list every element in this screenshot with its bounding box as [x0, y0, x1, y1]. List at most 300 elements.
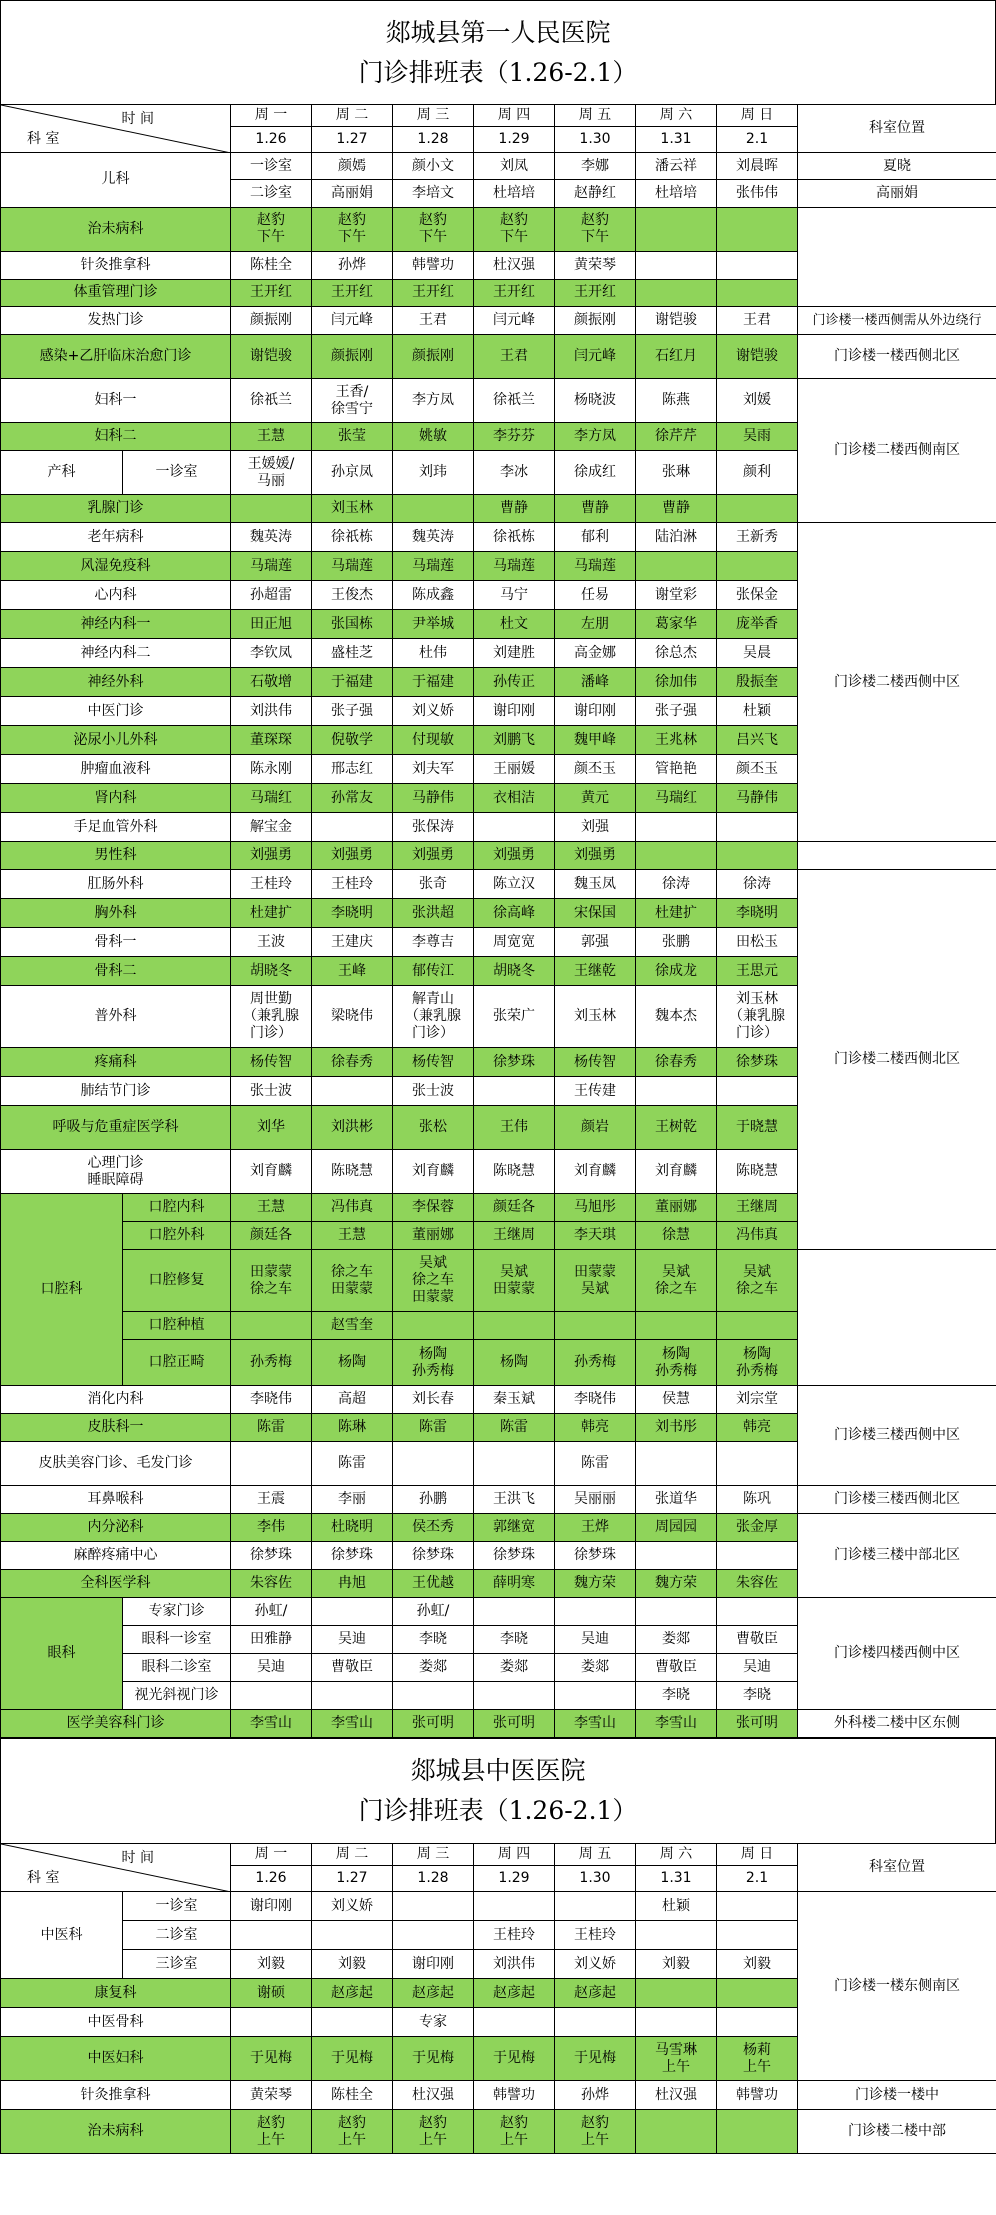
empty-cell [717, 252, 798, 279]
schedule-cell: 徐梦珠 [231, 1542, 312, 1570]
schedule-cell: 张鹏 [636, 928, 717, 957]
schedule-cell: 杨传智 [393, 1048, 474, 1077]
dept-name-cell: 普外科 [1, 986, 231, 1048]
empty-cell [717, 2008, 798, 2037]
schedule-cell: 李雪山 [636, 1710, 717, 1738]
schedule-cell: 左朋 [555, 610, 636, 639]
schedule-cell: 梁晓伟 [312, 986, 393, 1048]
empty-cell [636, 1921, 717, 1950]
schedule-cell: 陈成鑫 [393, 581, 474, 610]
schedule-cell: 王继乾 [555, 957, 636, 986]
empty-cell [231, 1921, 312, 1950]
schedule-cell: 魏甲峰 [555, 726, 636, 755]
dept-name-cell: 康复科 [1, 1979, 231, 2008]
schedule-cell: 魏英涛 [393, 523, 474, 552]
empty-cell [474, 1312, 555, 1340]
date-header: 1.29 [474, 1866, 555, 1892]
schedule-cell: 韩亮 [555, 1414, 636, 1442]
dept-name-cell: 骨科二 [1, 957, 231, 986]
schedule-cell: 郁传江 [393, 957, 474, 986]
empty-cell [636, 552, 717, 581]
day-header: 周 三 [393, 105, 474, 127]
schedule-cell: 冯伟真 [717, 1222, 798, 1250]
location-cell: 外科楼二楼中区东侧 [798, 1710, 996, 1738]
empty-cell [393, 1682, 474, 1710]
schedule-cell: 杜培培 [636, 180, 717, 207]
schedule-cell: 刘洪彬 [312, 1106, 393, 1150]
schedule-cell: 刘义娇 [393, 697, 474, 726]
schedule-cell: 吴迪 [231, 1654, 312, 1682]
dept-name-cell: 三诊室 [123, 1950, 231, 1979]
schedule-cell: 刘玉林 [555, 986, 636, 1048]
dept-label: 科 室 [27, 131, 60, 147]
schedule-cell: 王传建 [555, 1077, 636, 1106]
schedule-cell: 王开红 [312, 279, 393, 306]
schedule-cell: 王开红 [555, 279, 636, 306]
schedule-cell: 胡晓冬 [474, 957, 555, 986]
schedule-cell: 杜颖 [717, 697, 798, 726]
schedule-cell: 陈晓慧 [312, 1150, 393, 1194]
empty-cell [474, 1077, 555, 1106]
schedule-cell: 王新秀 [717, 523, 798, 552]
schedule-cell: 冯伟真 [312, 1194, 393, 1222]
schedule-cell: 孙常友 [312, 784, 393, 813]
schedule-cell: 夏晓 [798, 153, 996, 180]
schedule-cell: 衣相洁 [474, 784, 555, 813]
schedule-cell: 周世勤 （兼乳腺 门诊） [231, 986, 312, 1048]
schedule-cell: 刘强勇 [393, 842, 474, 870]
empty-cell [636, 279, 717, 306]
schedule-cell: 韩譬功 [474, 2081, 555, 2110]
empty-cell [717, 842, 798, 870]
schedule-cell: 张士波 [393, 1077, 474, 1106]
hospital-title: 郯城县中医医院 [410, 1756, 586, 1785]
schedule-cell: 刘凤 [474, 153, 555, 180]
schedule-cell: 张荣广 [474, 986, 555, 1048]
schedule-cell: 谢印刚 [474, 697, 555, 726]
empty-cell [636, 1598, 717, 1626]
header-diagonal-cell [1, 105, 231, 153]
dept-name-cell: 口腔外科 [123, 1222, 231, 1250]
day-header: 周 二 [312, 105, 393, 127]
schedule-cell: 刘晨晖 [717, 153, 798, 180]
dept-name-cell: 乳腺门诊 [1, 495, 231, 523]
dept-name-cell: 消化内科 [1, 1386, 231, 1414]
dept-name-cell: 口腔科 [1, 1194, 123, 1386]
schedule-cell: 谢铠骏 [636, 307, 717, 335]
empty-cell [717, 1442, 798, 1486]
schedule-cell: 闫元峰 [555, 335, 636, 379]
schedule-cell: 刘育麟 [636, 1150, 717, 1194]
schedule-cell: 徐总杰 [636, 639, 717, 668]
schedule-cell: 秦玉斌 [474, 1386, 555, 1414]
schedule-cell: 孙超雷 [231, 581, 312, 610]
schedule-cell: 刘书彤 [636, 1414, 717, 1442]
location-cell: 门诊楼四楼西侧中区 [798, 1598, 996, 1710]
dept-name-cell: 口腔正畸 [123, 1340, 231, 1386]
empty-cell [312, 813, 393, 842]
schedule-cell: 谢硕 [231, 1979, 312, 2008]
schedule-cell: 马瑞红 [231, 784, 312, 813]
dept-name-cell: 皮肤美容门诊、毛发门诊 [1, 1442, 231, 1486]
schedule-cell: 王烨 [555, 1514, 636, 1542]
schedule-cell: 吴雨 [717, 423, 798, 451]
dept-name-cell: 中医门诊 [1, 697, 231, 726]
schedule-cell: 徐梦珠 [312, 1542, 393, 1570]
schedule-cell: 娄郯 [555, 1654, 636, 1682]
schedule-cell: 邢志红 [312, 755, 393, 784]
date-header: 1.30 [555, 1866, 636, 1892]
schedule-cell: 王俊杰 [312, 581, 393, 610]
schedule-cell: 杜汉强 [393, 2081, 474, 2110]
schedule-cell: 尹举城 [393, 610, 474, 639]
empty-cell [636, 1312, 717, 1340]
schedule-cell: 徐成龙 [636, 957, 717, 986]
empty-cell [393, 1442, 474, 1486]
schedule-cell: 黄荣琴 [555, 252, 636, 279]
schedule-cell: 刘育麟 [231, 1150, 312, 1194]
schedule-cell: 徐慧 [636, 1222, 717, 1250]
dept-name-cell: 麻醉疼痛中心 [1, 1542, 231, 1570]
schedule-cell: 陈桂全 [231, 252, 312, 279]
schedule-cell: 李尊吉 [393, 928, 474, 957]
schedule-cell: 颜振刚 [393, 335, 474, 379]
schedule-cell: 李雪山 [231, 1710, 312, 1738]
schedule-cell: 陈雷 [231, 1414, 312, 1442]
schedule-cell: 王开红 [231, 279, 312, 306]
schedule-cell: 赵静红 [555, 180, 636, 207]
schedule-cell: 徐祇栋 [312, 523, 393, 552]
schedule-cell: 张国栋 [312, 610, 393, 639]
dept-name-cell: 神经内科二 [1, 639, 231, 668]
schedule-cell: 徐祇兰 [474, 379, 555, 423]
schedule-cell: 宋保国 [555, 899, 636, 928]
schedule-cell: 吴晨 [717, 639, 798, 668]
dept-name-cell: 感染+乙肝临床治愈门诊 [1, 335, 231, 379]
dept-name-cell: 眼科二诊室 [123, 1654, 231, 1682]
schedule-cell: 徐高峰 [474, 899, 555, 928]
empty-cell [474, 1682, 555, 1710]
schedule-cell: 刘媛 [717, 379, 798, 423]
empty-cell [231, 495, 312, 523]
schedule-cell: 杨陶 孙秀梅 [717, 1340, 798, 1386]
schedule-cell: 王继周 [474, 1222, 555, 1250]
dept-label: 科 室 [27, 1870, 60, 1886]
schedule-cell: 马瑞莲 [393, 552, 474, 581]
schedule-cell: 赵豹 上午 [312, 2110, 393, 2154]
schedule-cell: 庞举香 [717, 610, 798, 639]
schedule-cell: 王媛媛/ 马丽 [231, 451, 312, 495]
dept-name-cell: 手足血管外科 [1, 813, 231, 842]
schedule-cell: 赵豹 下午 [393, 207, 474, 252]
empty-cell [474, 1598, 555, 1626]
day-header: 周 日 [717, 105, 798, 127]
schedule-cell: 刘夫军 [393, 755, 474, 784]
schedule-cell: 魏玉凤 [555, 870, 636, 899]
empty-cell [636, 252, 717, 279]
schedule-cell: 马瑞莲 [555, 552, 636, 581]
schedule-cell: 刘强勇 [312, 842, 393, 870]
schedule-cell: 陈雷 [393, 1414, 474, 1442]
schedule-cell: 朱容佐 [717, 1570, 798, 1598]
schedule-table-2 [0, 1843, 996, 2154]
schedule-cell: 杨传智 [231, 1048, 312, 1077]
schedule-cell: 杜晓明 [312, 1514, 393, 1542]
schedule-cell: 娄郯 [474, 1654, 555, 1682]
time-label: 时 间 [121, 1850, 154, 1866]
schedule-cell: 黄元 [555, 784, 636, 813]
schedule-cell: 刘华 [231, 1106, 312, 1150]
empty-cell [555, 1682, 636, 1710]
schedule-cell: 杨莉 上午 [717, 2037, 798, 2081]
empty-cell [717, 1892, 798, 1921]
schedule-cell: 王香/ 徐雪宁 [312, 379, 393, 423]
dept-name-cell: 骨科一 [1, 928, 231, 957]
dept-name-cell: 耳鼻喉科 [1, 1486, 231, 1514]
schedule-cell: 陈雷 [312, 1442, 393, 1486]
schedule-cell: 谢堂彩 [636, 581, 717, 610]
schedule-cell: 刘育麟 [555, 1150, 636, 1194]
dept-name-cell: 儿科 [1, 153, 231, 208]
schedule-cell: 王慧 [312, 1222, 393, 1250]
empty-cell [555, 1892, 636, 1921]
schedule-cell: 郁利 [555, 523, 636, 552]
day-header: 周 二 [312, 1844, 393, 1866]
empty-cell [636, 813, 717, 842]
schedule-cell: 一诊室 [123, 1892, 231, 1921]
schedule-cell: 王优越 [393, 1570, 474, 1598]
header-hospital-2 [0, 1738, 996, 1843]
schedule-cell: 张莹 [312, 423, 393, 451]
schedule-cell: 陈巩 [717, 1486, 798, 1514]
schedule-cell: 吴斌 田蒙蒙 [474, 1250, 555, 1312]
schedule-cell: 李娜 [555, 153, 636, 180]
empty-cell [717, 813, 798, 842]
schedule-cell: 张伟伟 [717, 180, 798, 207]
schedule-cell: 孙鹏 [393, 1486, 474, 1514]
schedule-cell: 冉旭 [312, 1570, 393, 1598]
location-cell: 门诊楼二楼西侧中区 [798, 523, 996, 842]
schedule-cell: 王峰 [312, 957, 393, 986]
empty-cell [312, 1077, 393, 1106]
schedule-cell: 付现敏 [393, 726, 474, 755]
day-header: 周 一 [231, 105, 312, 127]
schedule-cell: 徐梦珠 [555, 1542, 636, 1570]
schedule-cell: 孙京凤 [312, 451, 393, 495]
schedule-cell: 于晓慧 [717, 1106, 798, 1150]
schedule-cell: 刘毅 [717, 1950, 798, 1979]
schedule-cell: 于见梅 [231, 2037, 312, 2081]
dept-name-cell: 内分泌科 [1, 1514, 231, 1542]
schedule-cell: 韩亮 [717, 1414, 798, 1442]
schedule-cell: 张可明 [474, 1710, 555, 1738]
schedule-cell: 孙传正 [474, 668, 555, 697]
schedule-cell: 王君 [717, 307, 798, 335]
schedule-cell: 解青山 （兼乳腺 门诊） [393, 986, 474, 1048]
schedule-cell: 刘强勇 [231, 842, 312, 870]
day-header: 周 日 [717, 1844, 798, 1866]
schedule-cell: 赵豹 上午 [231, 2110, 312, 2154]
schedule-cell: 王震 [231, 1486, 312, 1514]
schedule-cell: 杨陶 [474, 1340, 555, 1386]
schedule-cell: 口腔内科 [123, 1194, 231, 1222]
dept-name-cell: 肿瘤血液科 [1, 755, 231, 784]
schedule-cell: 专家门诊 [123, 1598, 231, 1626]
empty-cell [636, 207, 717, 252]
schedule-cell: 徐梦珠 [474, 1048, 555, 1077]
dept-name-cell: 口腔修复 [123, 1250, 231, 1312]
schedule-cell: 杨陶 [312, 1340, 393, 1386]
schedule-cell: 陈晓慧 [717, 1150, 798, 1194]
schedule-cell: 李晓伟 [231, 1386, 312, 1414]
schedule-cell: 张洪超 [393, 899, 474, 928]
schedule-cell: 闫元峰 [312, 307, 393, 335]
schedule-cell: 马瑞红 [636, 784, 717, 813]
schedule-cell: 李晓明 [717, 899, 798, 928]
empty-cell [312, 1598, 393, 1626]
schedule-cell: 孙秀梅 [231, 1340, 312, 1386]
schedule-cell: 陈桂全 [312, 2081, 393, 2110]
schedule-subtitle: 门诊排班表（1.26-2.1） [358, 57, 638, 87]
schedule-cell: 魏方荣 [636, 1570, 717, 1598]
schedule-cell: 刘玮 [393, 451, 474, 495]
dept-name-cell: 中医科 [1, 1892, 123, 1979]
empty-cell [393, 1921, 474, 1950]
schedule-cell: 赵豹 上午 [393, 2110, 474, 2154]
dept-name-cell: 泌尿小儿外科 [1, 726, 231, 755]
schedule-cell: 王丽媛 [474, 755, 555, 784]
empty-cell [555, 2008, 636, 2037]
empty-cell [393, 1312, 474, 1340]
day-header: 周 六 [636, 105, 717, 127]
schedule-cell: 张保金 [717, 581, 798, 610]
schedule-cell: 郭继宽 [474, 1514, 555, 1542]
schedule-cell: 胡晓冬 [231, 957, 312, 986]
schedule-cell: 李天琪 [555, 1222, 636, 1250]
dept-name-cell: 眼科一诊室 [123, 1626, 231, 1654]
dept-name-cell: 中医妇科 [1, 2037, 231, 2081]
schedule-cell: 马静伟 [393, 784, 474, 813]
empty-cell [555, 1598, 636, 1626]
empty-cell [717, 1921, 798, 1950]
dept-name-cell: 二诊室 [231, 180, 312, 207]
schedule-cell: 颜岩 [555, 1106, 636, 1150]
schedule-cell: 曹敬臣 [717, 1626, 798, 1654]
schedule-cell: 王开红 [474, 279, 555, 306]
schedule-cell: 王桂玲 [474, 1921, 555, 1950]
schedule-cell: 高丽娟 [312, 180, 393, 207]
day-header: 周 五 [555, 105, 636, 127]
schedule-cell: 王慧 [231, 1194, 312, 1222]
schedule-cell: 赵豹 上午 [555, 2110, 636, 2154]
schedule-cell: 石敬增 [231, 668, 312, 697]
schedule-cell: 刘洪伟 [474, 1950, 555, 1979]
schedule-cell: 任易 [555, 581, 636, 610]
schedule-cell: 赵豹 下午 [474, 207, 555, 252]
schedule-cell: 王建庆 [312, 928, 393, 957]
dept-name-cell: 妇科二 [1, 423, 231, 451]
dept-name-cell: 肛肠外科 [1, 870, 231, 899]
schedule-cell: 徐梦珠 [393, 1542, 474, 1570]
date-header: 1.29 [474, 127, 555, 153]
schedule-cell: 高丽娟 [798, 180, 996, 207]
schedule-cell: 徐春秀 [312, 1048, 393, 1077]
schedule-cell: 王桂玲 [312, 870, 393, 899]
schedule-cell: 管艳艳 [636, 755, 717, 784]
schedule-cell: 马雪琳 上午 [636, 2037, 717, 2081]
schedule-cell: 杨陶 孙秀梅 [636, 1340, 717, 1386]
schedule-cell: 张可明 [393, 1710, 474, 1738]
empty-cell [636, 1077, 717, 1106]
schedule-cell: 刘长春 [393, 1386, 474, 1414]
empty-cell [636, 2110, 717, 2154]
location-cell: 门诊楼一楼中 [798, 2081, 996, 2110]
schedule-cell: 高超 [312, 1386, 393, 1414]
schedule-cell: 赵彦起 [312, 1979, 393, 2008]
schedule-cell: 曹敬臣 [636, 1654, 717, 1682]
schedule-cell: 陈晓慧 [474, 1150, 555, 1194]
schedule-cell: 李晓明 [312, 899, 393, 928]
schedule-cell: 徐梦珠 [717, 1048, 798, 1077]
schedule-cell: 刘毅 [231, 1950, 312, 1979]
schedule-cell: 于见梅 [474, 2037, 555, 2081]
schedule-cell: 田正旭 [231, 610, 312, 639]
location-cell: 门诊楼一楼西侧需从外边绕行 [798, 307, 996, 335]
schedule-cell: 张子强 [312, 697, 393, 726]
dept-name-cell: 中医骨科 [1, 2008, 231, 2037]
schedule-cell: 徐祇兰 [231, 379, 312, 423]
schedule-cell: 颜振刚 [555, 307, 636, 335]
dept-name-cell: 针灸推拿科 [1, 252, 231, 279]
empty-cell [636, 842, 717, 870]
schedule-cell: 马旭彤 [555, 1194, 636, 1222]
empty-cell [231, 1442, 312, 1486]
schedule-cell: 徐梦珠 [474, 1542, 555, 1570]
schedule-cell: 徐之车 田蒙蒙 [312, 1250, 393, 1312]
schedule-cell: 杨陶 孙秀梅 [393, 1340, 474, 1386]
schedule-cell: 杜建扩 [636, 899, 717, 928]
dept-name-cell: 产科 [1, 451, 123, 495]
schedule-cell: 一诊室 [231, 153, 312, 180]
schedule-cell: 吴迪 [717, 1654, 798, 1682]
schedule-cell: 张松 [393, 1106, 474, 1150]
schedule-cell: 杜建扩 [231, 899, 312, 928]
dept-name-cell: 皮肤科一 [1, 1414, 231, 1442]
schedule-cell: 董丽娜 [393, 1222, 474, 1250]
schedule-cell: 魏英涛 [231, 523, 312, 552]
schedule-cell: 魏方荣 [555, 1570, 636, 1598]
schedule-cell: 杨传智 [555, 1048, 636, 1077]
schedule-cell: 田雅静 [231, 1626, 312, 1654]
schedule-cell: 专家 [393, 2008, 474, 2037]
schedule-cell: 于见梅 [555, 2037, 636, 2081]
schedule-cell: 姚敏 [393, 423, 474, 451]
schedule-cell: 颜小文 [393, 153, 474, 180]
schedule-cell: 徐涛 [636, 870, 717, 899]
schedule-cell: 朱容佐 [231, 1570, 312, 1598]
schedule-cell: 李晓 [636, 1682, 717, 1710]
empty-cell [474, 2008, 555, 2037]
empty-cell [312, 1921, 393, 1950]
schedule-cell: 刘育麟 [393, 1150, 474, 1194]
schedule-cell: 杜培培 [474, 180, 555, 207]
location-header: 科室位置 [798, 105, 996, 153]
schedule-cell: 王继周 [717, 1194, 798, 1222]
dept-name-cell: 男性科 [1, 842, 231, 870]
schedule-cell: 李冰 [474, 451, 555, 495]
schedule-cell: 杜伟 [393, 639, 474, 668]
location-header: 科室位置 [798, 1844, 996, 1892]
